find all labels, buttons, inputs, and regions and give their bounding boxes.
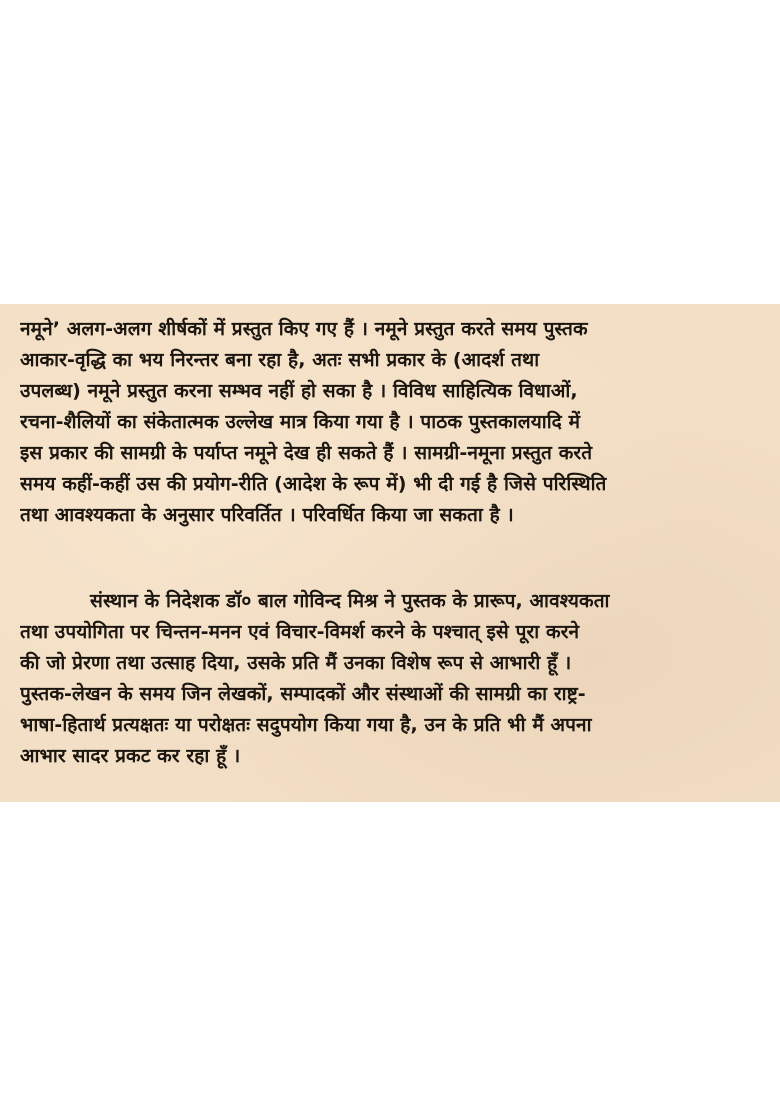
paragraph-samples-note	[20, 314, 766, 531]
text-line: भाषा-हितार्थ प्रत्यक्षतः या परोक्षतः सदुपयोग किया गया है, उन के प्रति भी मैं अपना	[20, 714, 592, 736]
text-line: पुस्तक-लेखन के समय जिन लेखकों, सम्पादकों और संस्थाओं की सामग्री का राष्ट्र-	[20, 683, 586, 705]
text-line: उपलब्ध) नमूने प्रस्तुत करना सम्भव नहीं हो सका है । विविध साहित्यिक विधाओं,	[20, 380, 578, 402]
text-line: रचना-शैलियों का संकेतात्मक उल्लेख मात्र किया गया है । पाठक पुस्तकालयादि में	[20, 411, 581, 433]
text-line: संस्थान के निदेशक डॉ० बाल गोविन्द मिश्र ने पुस्तक के प्रारूप, आवश्यकता	[90, 590, 610, 612]
text-line: नमूने’ अलग-अलग शीर्षकों में प्रस्तुत किए गए हैं । नमूने प्रस्तुत करते समय पुस्तक	[20, 318, 588, 340]
text-line: तथा उपयोगिता पर चिन्तन-मनन एवं विचार-विमर्श करने के पश्चात् इसे पूरा करने	[20, 621, 580, 643]
scanned-page	[0, 304, 780, 802]
text-line: आकार-वृद्धि का भय निरन्तर बना रहा है, अतः सभी प्रकार के (आदर्श तथा	[20, 349, 540, 371]
text-line: आभार सादर प्रकट कर रहा हूँ ।	[20, 745, 241, 767]
text-line: की जो प्रेरणा तथा उत्साह दिया, उसके प्रति मैं उनका विशेष रूप से आभारी हूँ ।	[20, 652, 572, 674]
text-line: समय कहीं-कहीं उस की प्रयोग-रीति (आदेश के रूप में) भी दी गई है जिसे परिस्थिति	[20, 473, 607, 495]
text-line: तथा आवश्यकता के अनुसार परिवर्तित । परिवर्धित किया जा सकता है ।	[20, 504, 514, 526]
paragraph-acknowledgement	[20, 586, 766, 772]
text-line: इस प्रकार की सामग्री के पर्याप्त नमूने देख ही सकते हैं । सामग्री-नमूना प्रस्तुत करते	[20, 442, 593, 464]
